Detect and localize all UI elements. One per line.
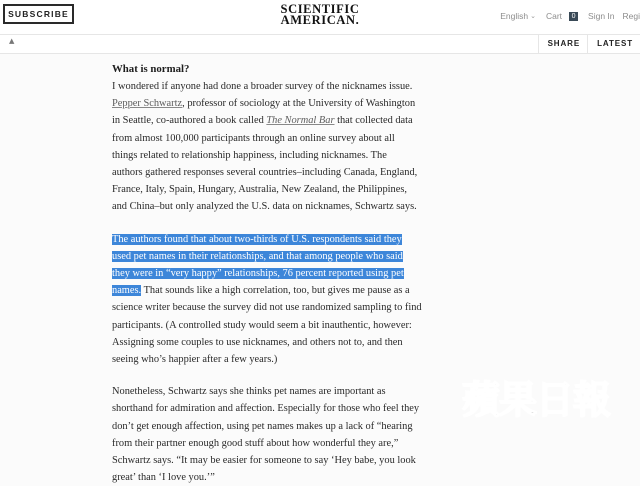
text-line: Schwartz says. “It may be easier for someone to say ‘Hey babe, you look — [112, 455, 416, 467]
article-body — [112, 63, 432, 486]
text-line — [112, 248, 432, 265]
text-line: France, Italy, Spain, Hungary, Australia, New Zealand, the Philippines, — [112, 184, 407, 196]
paragraph-2 — [112, 231, 432, 369]
text-line: participants. (A controlled study would seem a bit inauthentic, however: — [112, 319, 412, 331]
text-line: shorthand for admiration and affection. Especially for those who feel they — [112, 403, 420, 415]
language-label: English — [500, 11, 529, 21]
caret-up-icon[interactable]: ▲ — [9, 37, 15, 45]
highlighted-text[interactable]: names. — [112, 285, 142, 297]
text-line — [112, 112, 432, 129]
section-heading: What is normal? — [112, 63, 190, 75]
pepper-schwartz-link[interactable]: Pepper Schwartz — [112, 98, 183, 110]
text-span: in Seattle, co-authored a book called — [112, 115, 267, 127]
cart-count-badge: 0 — [569, 12, 578, 21]
text-line — [112, 231, 432, 248]
text-line: Nonetheless, Schwartz says she thinks pet names are important as — [112, 386, 386, 398]
share-button[interactable]: SHARE — [538, 35, 588, 53]
text-line: I wondered if anyone had done a broader survey of the nicknames issue. — [112, 81, 413, 92]
sign-in-link[interactable]: Sign In — [588, 11, 615, 21]
text-span: That sounds like a high correlation, too, but gives me pause as a — [141, 285, 410, 297]
text-span: that collected data — [334, 115, 413, 127]
text-line: science writer because the survey did not use randomized sampling to find — [112, 302, 422, 314]
top-navigation-bar — [0, 0, 640, 34]
the-normal-bar-link[interactable]: The Normal Bar — [266, 115, 335, 127]
text-line: from almost 100,000 participants through an online survey about all — [112, 132, 395, 144]
chevron-down-icon: ⌄ — [530, 13, 536, 20]
text-line — [112, 282, 432, 299]
cart-label: Cart — [545, 11, 563, 21]
highlighted-text[interactable]: they were in “very happy” relationships, 76 percent reported using pet — [112, 268, 404, 280]
site-logo[interactable] — [262, 4, 378, 26]
text-line — [112, 95, 432, 112]
header-utility-links — [492, 9, 640, 23]
logo-line-1: SCIENTIFIC — [280, 2, 360, 16]
text-line: from their partner enough good stuff about how wonderful they are,” — [112, 437, 399, 449]
text-span: , professor of sociology at the University of Washington — [182, 98, 416, 110]
latest-button[interactable]: LATEST — [587, 35, 640, 53]
text-line: authors gathered responses several countries–including Canada, England, — [112, 167, 418, 179]
text-line: Assigning some couples to use nicknames, and others not to, and then — [112, 336, 403, 348]
highlighted-text[interactable]: used pet names in their relationships, and that among people who said — [112, 250, 403, 262]
language-selector[interactable] — [500, 11, 536, 21]
paragraph-3 — [112, 383, 432, 486]
article-toolbar-actions — [538, 35, 640, 53]
text-line: seeing who’s happier after a few years.) — [112, 354, 278, 366]
subscribe-button[interactable]: SUBSCRIBE — [3, 4, 74, 24]
paragraph-1 — [112, 78, 432, 216]
highlighted-text[interactable]: The authors found that about two-thirds of U.S. respondents said they — [112, 233, 402, 245]
text-line: don’t get enough affection, using pet names makes up a lack of “hearing — [112, 420, 413, 432]
text-line: and China–but only analyzed the U.S. data on nicknames, Schwartz says. — [112, 201, 417, 213]
text-line: great’ than ‘I love you.’” — [112, 472, 215, 484]
apple-daily-watermark: 蘋果日報 — [462, 378, 611, 422]
article-toolbar — [0, 34, 640, 54]
text-line — [112, 265, 432, 282]
register-link[interactable]: Regi — [622, 11, 640, 21]
logo-line-2: AMERICAN. — [280, 13, 360, 27]
cart-link[interactable] — [546, 11, 578, 21]
text-line: things related to relationship happiness, including nicknames. The — [112, 149, 387, 161]
